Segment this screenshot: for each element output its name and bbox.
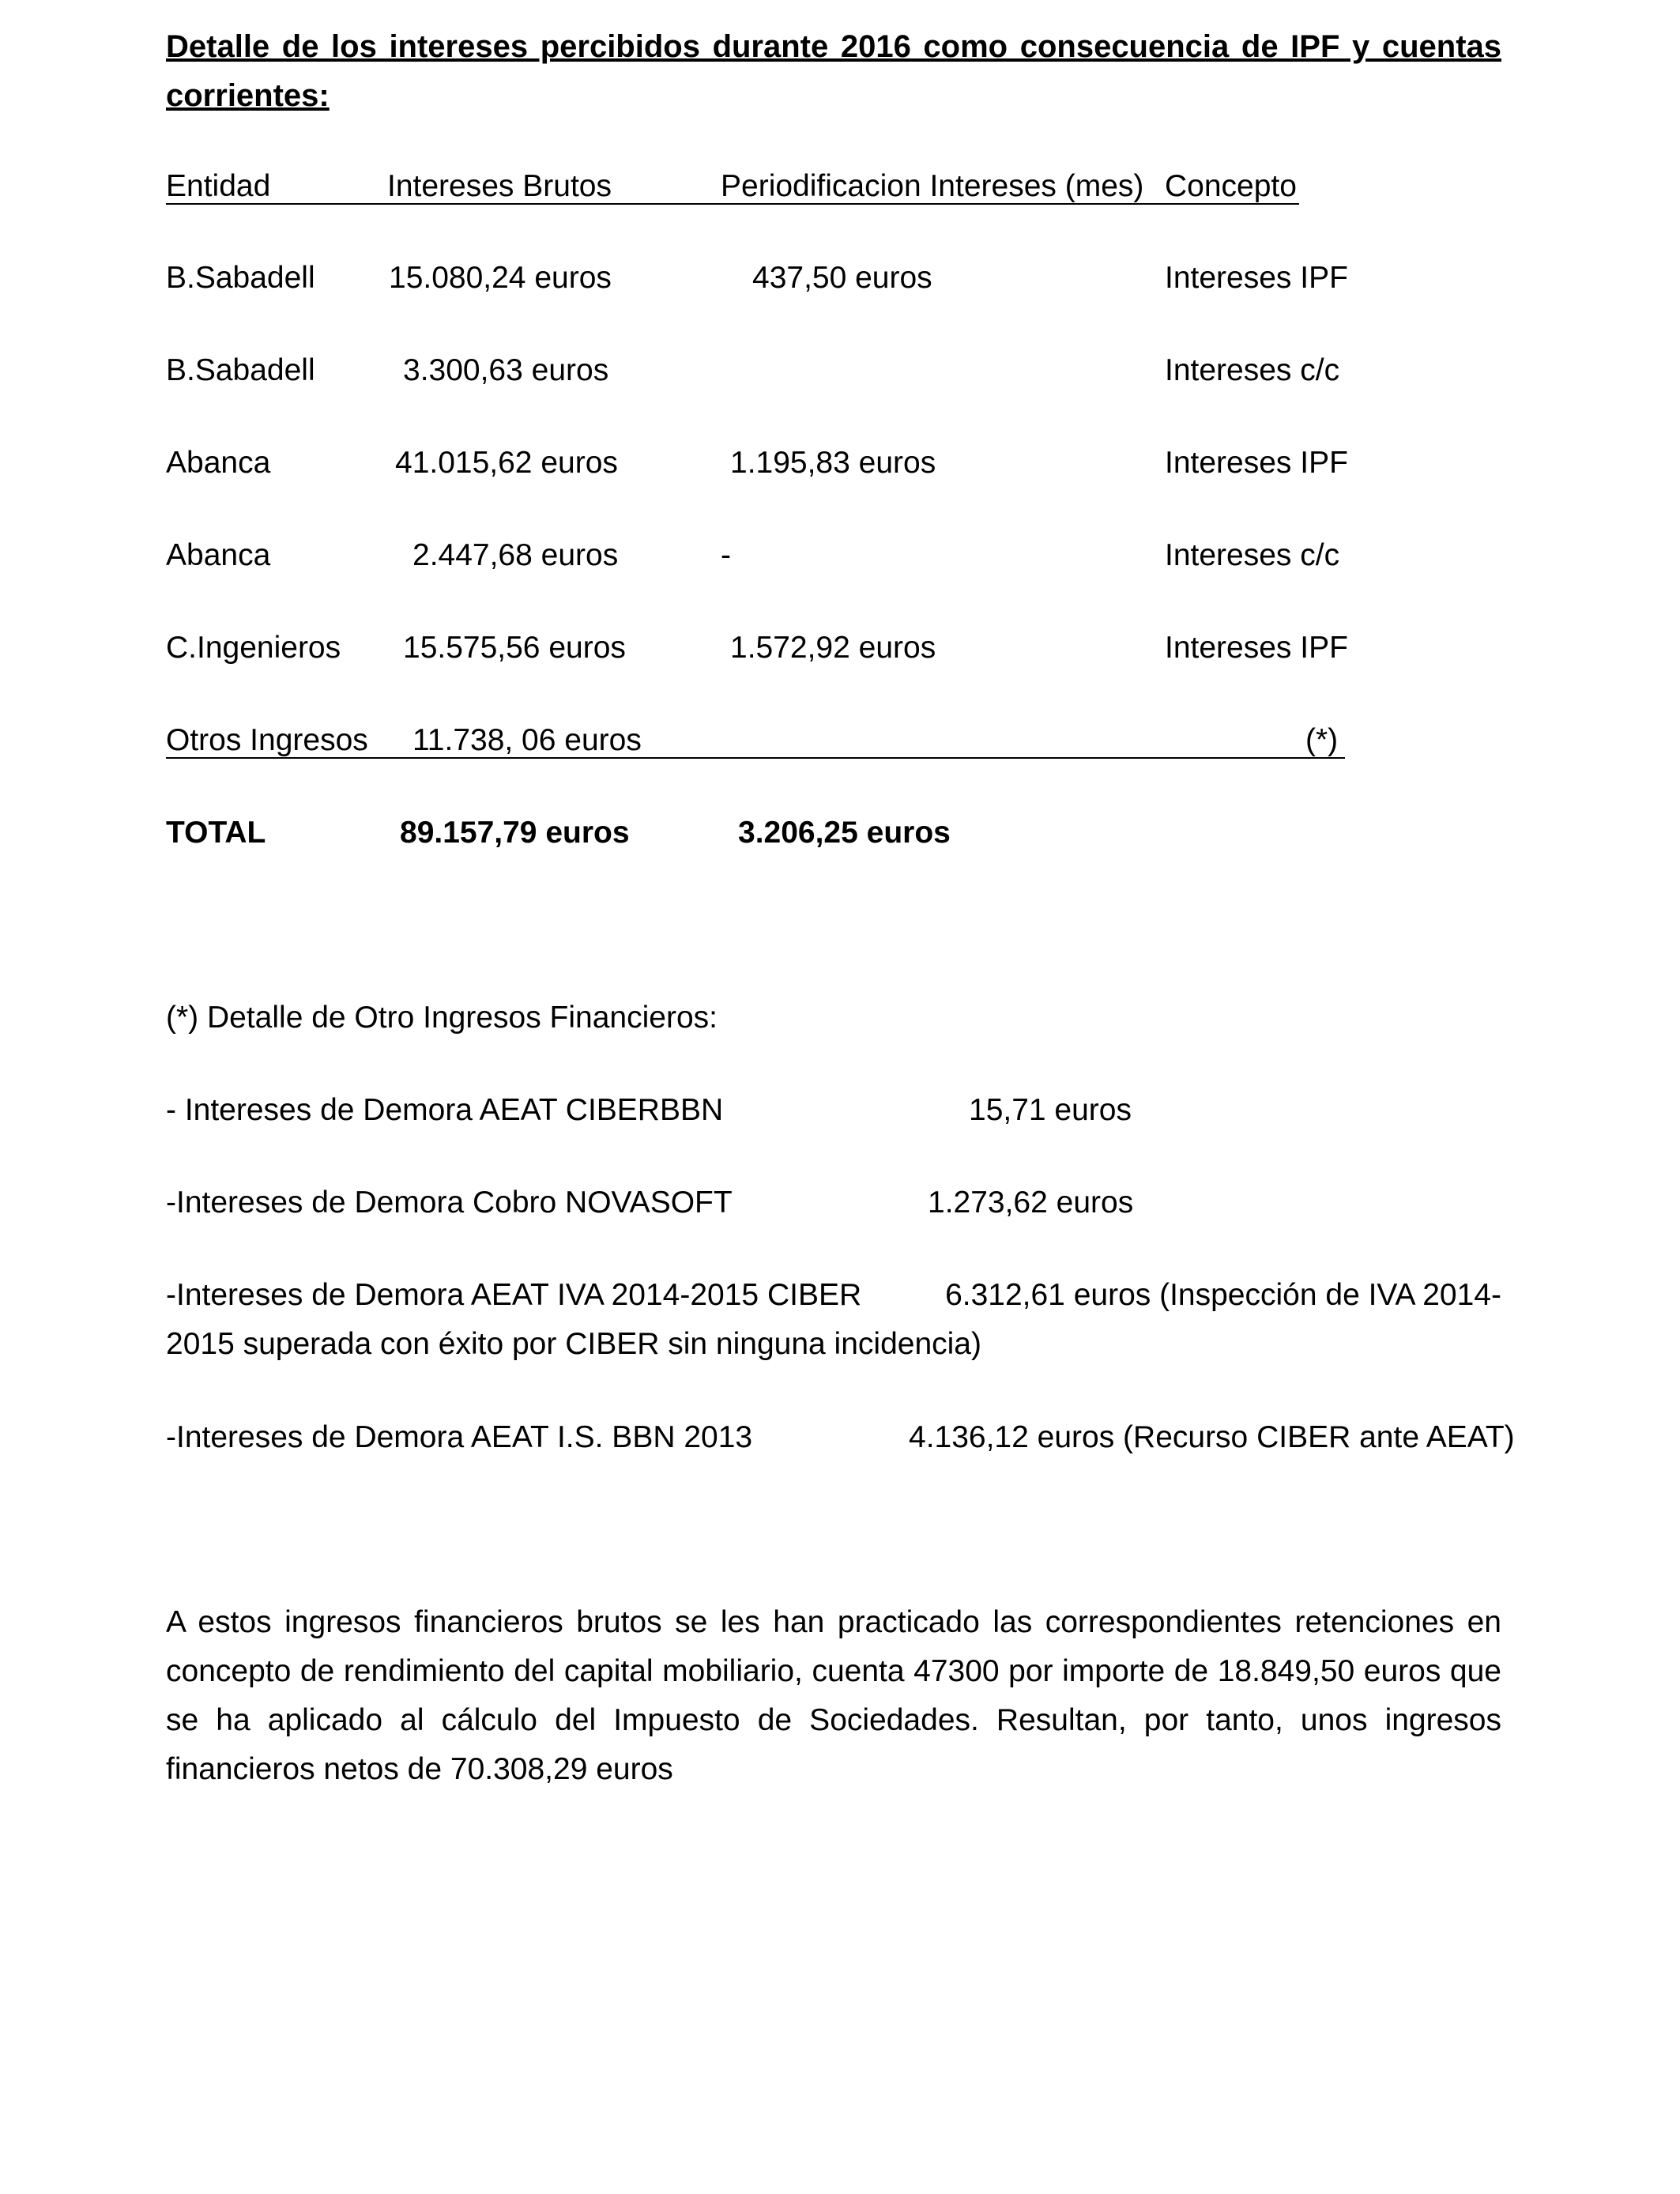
detalle-item-continuation: 2015 superada con éxito por CIBER sin ninguna incidencia) — [166, 1327, 981, 1361]
total-periodificacion: 3.206,25 euros — [738, 816, 951, 850]
detalle-item-label: -Intereses de Demora AEAT IVA 2014-2015 CIBER — [166, 1278, 862, 1312]
total-label: TOTAL — [166, 816, 266, 850]
header-concepto: Concepto — [1165, 169, 1297, 203]
table-total-row — [0, 814, 1680, 852]
cell-periodificacion: - — [721, 538, 731, 572]
table-row — [0, 537, 1680, 575]
cell-entidad: B.Sabadell — [166, 261, 315, 295]
cell-entidad: Otros Ingresos — [166, 723, 368, 757]
table-row — [0, 352, 1680, 390]
detalle-item-amount: 6.312,61 euros (Inspección de IVA 2014- — [945, 1278, 1501, 1312]
cell-concepto: (*) — [1305, 723, 1339, 757]
header-periodificacion: Periodificacion Intereses (mes) — [721, 169, 1144, 203]
header-underline — [166, 203, 1299, 205]
cell-entidad: Abanca — [166, 446, 271, 480]
header-entidad: Entidad — [166, 169, 271, 203]
cell-periodificacion: 437,50 euros — [752, 261, 932, 295]
detalle-item-amount: 15,71 euros — [969, 1093, 1132, 1127]
cell-brutos: 2.447,68 euros — [412, 538, 619, 572]
table-row — [0, 259, 1680, 297]
table-row — [0, 444, 1680, 482]
detalle-item-label: - Intereses de Demora AEAT CIBERBBN — [166, 1093, 724, 1127]
cell-concepto: Intereses IPF — [1165, 631, 1348, 665]
table-header-row — [0, 168, 1680, 205]
cell-brutos: 41.015,62 euros — [395, 446, 618, 480]
cell-periodificacion: 1.572,92 euros — [730, 631, 936, 665]
total-brutos: 89.157,79 euros — [400, 816, 630, 850]
table-row — [0, 629, 1680, 667]
cell-periodificacion: 1.195,83 euros — [730, 446, 936, 480]
cell-entidad: C.Ingenieros — [166, 631, 341, 665]
document-title-line-2: corrientes: — [166, 78, 330, 113]
document-title-line-1: Detalle de los intereses percibidos durante 2016 como consecuencia de IPF y cuentas — [166, 29, 1501, 64]
detalle-heading: (*) Detalle de Otro Ingresos Financieros: — [166, 1001, 718, 1035]
cell-concepto: Intereses c/c — [1165, 353, 1340, 387]
detalle-item-amount: 4.136,12 euros (Recurso CIBER ante AEAT) — [909, 1420, 1515, 1454]
cell-brutos: 3.300,63 euros — [403, 353, 609, 387]
cell-entidad: B.Sabadell — [166, 353, 315, 387]
table-row — [0, 722, 1680, 760]
closing-paragraph: A estos ingresos financieros brutos se les han practicado las correspondientes retenciones en concepto de rendimiento del capital mobiliario, cuenta 47300 por importe de 18.849,50 euros que se ha aplicado al cálculo del Impuesto de Sociedades. Resultan, por tanto, unos ingresos financieros netos de 70.308,29 euros — [166, 1605, 1501, 1786]
detalle-item-label: -Intereses de Demora Cobro NOVASOFT — [166, 1186, 733, 1220]
cell-concepto: Intereses IPF — [1165, 261, 1348, 295]
header-intereses-brutos: Intereses Brutos — [387, 169, 612, 203]
detalle-item-label: -Intereses de Demora AEAT I.S. BBN 2013 — [166, 1420, 753, 1454]
cell-brutos: 15.080,24 euros — [389, 261, 612, 295]
otros-ingresos-underline — [166, 757, 1345, 759]
cell-concepto: Intereses IPF — [1165, 446, 1348, 480]
cell-brutos: 11.738, 06 euros — [412, 723, 642, 757]
cell-entidad: Abanca — [166, 538, 271, 572]
cell-brutos: 15.575,56 euros — [403, 631, 626, 665]
detalle-item-amount: 1.273,62 euros — [928, 1186, 1134, 1220]
cell-concepto: Intereses c/c — [1165, 538, 1340, 572]
